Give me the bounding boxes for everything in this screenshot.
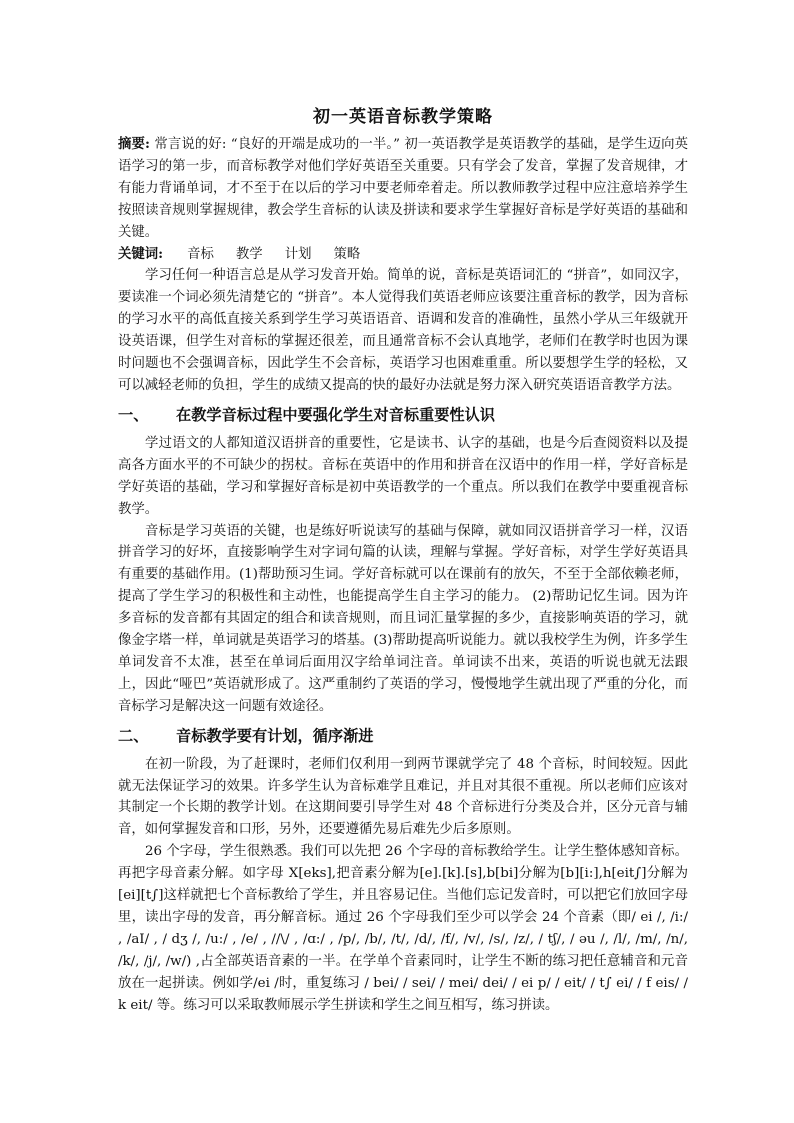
abstract-label: 摘要: <box>118 136 150 152</box>
section-2-paragraph-1: 在初一阶段，为了赶课时，老师们仅利用一到两节课就学完了 48 个音标，时间较短。因此就无法保证学习的效果。许多学生认为音标难学且难记，并且对其很不重视。所以老师们应该对其制定一个长期的教学计划。在这期间要引导学生对 48 个音标进行分类及合并，区分元音与辅音，如何掌握发音和口形，另外，还要遵循先易后难先少后多原则。 <box>118 756 688 838</box>
section-1-paragraph-2: 音标是学习英语的关键，也是练好听说读写的基础与保障，就如同汉语拼音学习一样，汉语拼音学习的好坏，直接影响学生对字词句篇的认读，理解与掌握。学好音标，对学生学好英语具有重要的基础作用。(1)帮助预习生词。学好音标就可以在课前有的放矢，不至于全部依赖老师，提高了学生学习的积极性和主动性，也能提高学生自主学习的能力。 (2)帮助记忆生词。因为许多音标的发音都有其固定的组合和读音规则，而且词汇量掌握的多少，直接影响英语的学习，就像金字塔一样，单词就是英语学习的塔基。(3)帮助提高听说能力。就以我校学生为例，许多学生单词发音不太准，甚至在单词后面用汉字给单词注音。单词读不出来，英语的听说也就无法跟上，因此“哑巴”英语就形成了。这严重制约了英语的学习，慢慢地学生就出现了严重的分化，而音标学习是解决这一问题有效途径。 <box>118 523 688 714</box>
section-2-heading-text: 音标教学要有计划，循序渐进 <box>176 726 374 745</box>
section-2-paragraph-2: 26 个字母，学生很熟悉。我们可以先把 26 个字母的音标教给学生。让学生整体感知音标。再把字母音素分解。如字母 X[eks],把音素分解为[e].[k].[s],b[bi]分解为[b][i:],h[eit∫]分解为[ei][t∫]这样就把七个音标教给了学生，并且容易记住。当他们忘记发音时，可以把它们放回字母里，读出字母的发音，再分解音标。通过 26 个字母我们至少可以学会 24 个音素（即/ ei /, /i:/ , /aI/ , / dʒ /, /u:/ , /e/ , //\/ , /ɑ:/ , /p/, /b/, /t/, /d/, /f/, /v/, /s/, /z/, / tʃ/, / əu /, /l/, /m/, /n/, /k/, /j/, /w/) ,占全部英语音素的一半。在学单个音素同时，让学生不断的练习把任意辅音和元音放在一起拼读。例如学/ei /时，重复练习 / bei/ / sei/ / mei/ dei/ / ei p/ / eit/ / t∫ ei/ / f eis/ / k eit/ 等。练习可以采取教师展示学生拼读和学生之间互相写，练习拼读。 <box>118 844 688 1013</box>
document-title: 初一英语音标教学策略 <box>313 107 493 127</box>
abstract-paragraph <box>118 134 688 244</box>
section-1-number: 一、 <box>118 405 149 424</box>
section-2-number: 二、 <box>118 726 149 745</box>
keyword-item: 计划 <box>284 246 312 262</box>
keywords-row <box>118 244 688 266</box>
section-1-paragraph-1: 学过语文的人都知道汉语拼音的重要性，它是读书、认字的基础，也是今后查阅资料以及提高各方面水平的不可缺少的拐杖。音标在英语中的作用和拼音在汉语中的作用一样，学好音标是学好英语的基础，学习和掌握好音标是初中英语教学的一个重点。所以我们在教学中要重视音标教学。 <box>118 435 688 517</box>
abstract-text: 常言说的好: “良好的开端是成功的一半。” 初一英语教学是英语教学的基础，是学生迈向英语学习的第一步，而音标教学对他们学好英语至关重要。只有学会了发音，掌握了发音规律，才有能力背诵单词，才不至于在以后的学习中要老师牵着走。所以教师教学过程中应注意培养学生按照读音规则掌握规律，教会学生音标的认读及拼读和要求学生掌握好音标是学好英语的基础和关键。 <box>118 137 688 240</box>
intro-paragraph: 学习任何一种语言总是从学习发音开始。简单的说，音标是英语词汇的 “拼音”，如同汉字，要读准一个词必须先清楚它的 “拼音”。本人觉得我们英语老师应该要注重音标的教学，因为音标的学习水平的高低直接关系到学生学习英语语音、语调和发音的准确性，虽然小学从三年级就开设英语课，但学生对音标的掌握还很差，而且通常音标不会认真地学，老师们在教学时也因为课时问题也不会强调音标，因此学生不会音标，英语学习也困难重重。所以要想学生学的轻松，又可以减轻老师的负担，学生的成绩又提高的快的最好办法就是努力深入研究英语语音教学方法。 <box>118 268 688 393</box>
section-1-heading-text: 在教学音标过程中要强化学生对音标重要性认识 <box>176 405 495 424</box>
keyword-item: 教学 <box>235 246 263 262</box>
section-1-heading <box>118 403 688 427</box>
keyword-item: 音标 <box>187 246 214 262</box>
keywords-label: 关键词: <box>118 245 164 262</box>
keyword-item: 策略 <box>333 246 361 262</box>
section-2-heading <box>118 724 688 748</box>
document-page <box>118 104 688 1017</box>
